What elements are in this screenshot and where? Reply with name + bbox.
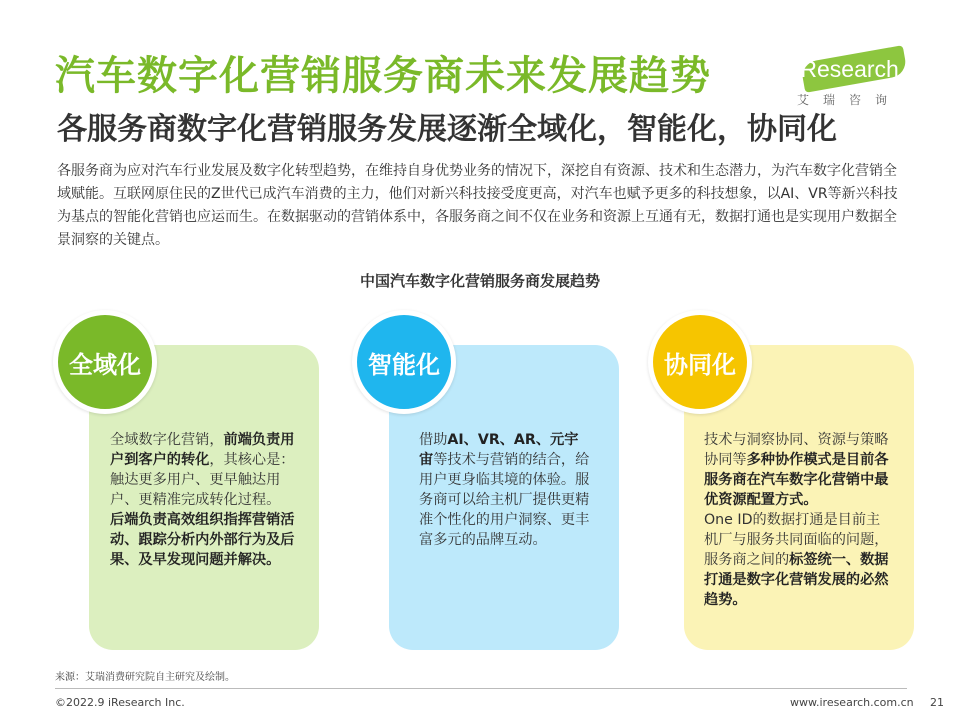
- card-text-omni: [110, 430, 306, 570]
- card-text-segment: 借助: [419, 432, 448, 448]
- card-text-segment: 多种协作模式是目前各服务商在汽车数字化营销中最优资源配置方式。: [704, 452, 889, 508]
- page-subtitle: 各服务商数字化营销服务发展逐渐全域化，智能化，协同化: [57, 112, 837, 147]
- logo-chinese: 艾瑞咨询: [797, 93, 902, 107]
- badge-smart: 智能化: [352, 310, 456, 414]
- footer-divider: [55, 688, 907, 689]
- website: www.iresearch.com.cn: [790, 696, 914, 709]
- logo-wordmark: [794, 56, 899, 83]
- card-text-segment: 标签统一、数据打通是数字化营销发展的必然趋势。: [704, 552, 889, 608]
- card-text-segment: 技术与洞察协同、资源与策略协同等: [704, 432, 889, 468]
- logo-wordmark-rest: Research: [800, 56, 899, 82]
- card-text-smart: [419, 430, 591, 550]
- page-number: 21: [930, 696, 944, 709]
- card-text-segment: 全域数字化营销，: [110, 432, 224, 448]
- card-text-segment: AI、VR、AR、元宇宙: [419, 432, 579, 468]
- page-title: 汽车数字化营销服务商未来发展趋势: [55, 53, 711, 99]
- badge-omni: 全域化: [53, 310, 157, 414]
- card-text-segment: 后端负责高效组织指挥营销活动、跟踪分析内外部行为及后果、及早发现问题并解决。: [110, 512, 295, 568]
- card-text-segment: ，其核心是：触达更多用户、更早触达用户、更精准完成转化过程。: [110, 452, 295, 508]
- card-text-collab: [704, 430, 894, 610]
- source-note: 来源：艾瑞消费研究院自主研究及绘制。: [55, 672, 235, 683]
- badge-collab: 协同化: [648, 310, 752, 414]
- card-text-segment: 等技术与营销的结合，给用户更身临其境的体验。服务商可以给主机厂提供更精准个性化的用户洞察、更丰富多元的品牌互动。: [419, 452, 590, 548]
- card-text-segment: 前端负责用户到客户的转化: [110, 432, 295, 468]
- intro-paragraph: 各服务商为应对汽车行业发展及数字化转型趋势，在维持自身优势业务的情况下，深挖自有资源、技术和生态潜力，为汽车数字化营销全域赋能。互联网原住民的Z世代已成汽车消费的主力，他们对新兴科技接受度更高，对汽车也赋予更多的科技想象，以AI、VR等新兴科技为基点的智能化营销也应运而生。在数据驱动的营销体系中，各服务商之间不仅在业务和资源上互通有无，数据打通也是实现用户数据全景洞察的关键点。: [57, 163, 898, 248]
- logo-wordmark-i: i: [794, 56, 801, 82]
- copyright: ©2022.9 iResearch Inc.: [55, 696, 185, 709]
- card-text-segment: One ID的数据打通是目前主机厂与服务共同面临的问题，服务商之间的: [704, 512, 889, 568]
- diagram-title: 中国汽车数字化营销服务商发展趋势: [359, 272, 600, 290]
